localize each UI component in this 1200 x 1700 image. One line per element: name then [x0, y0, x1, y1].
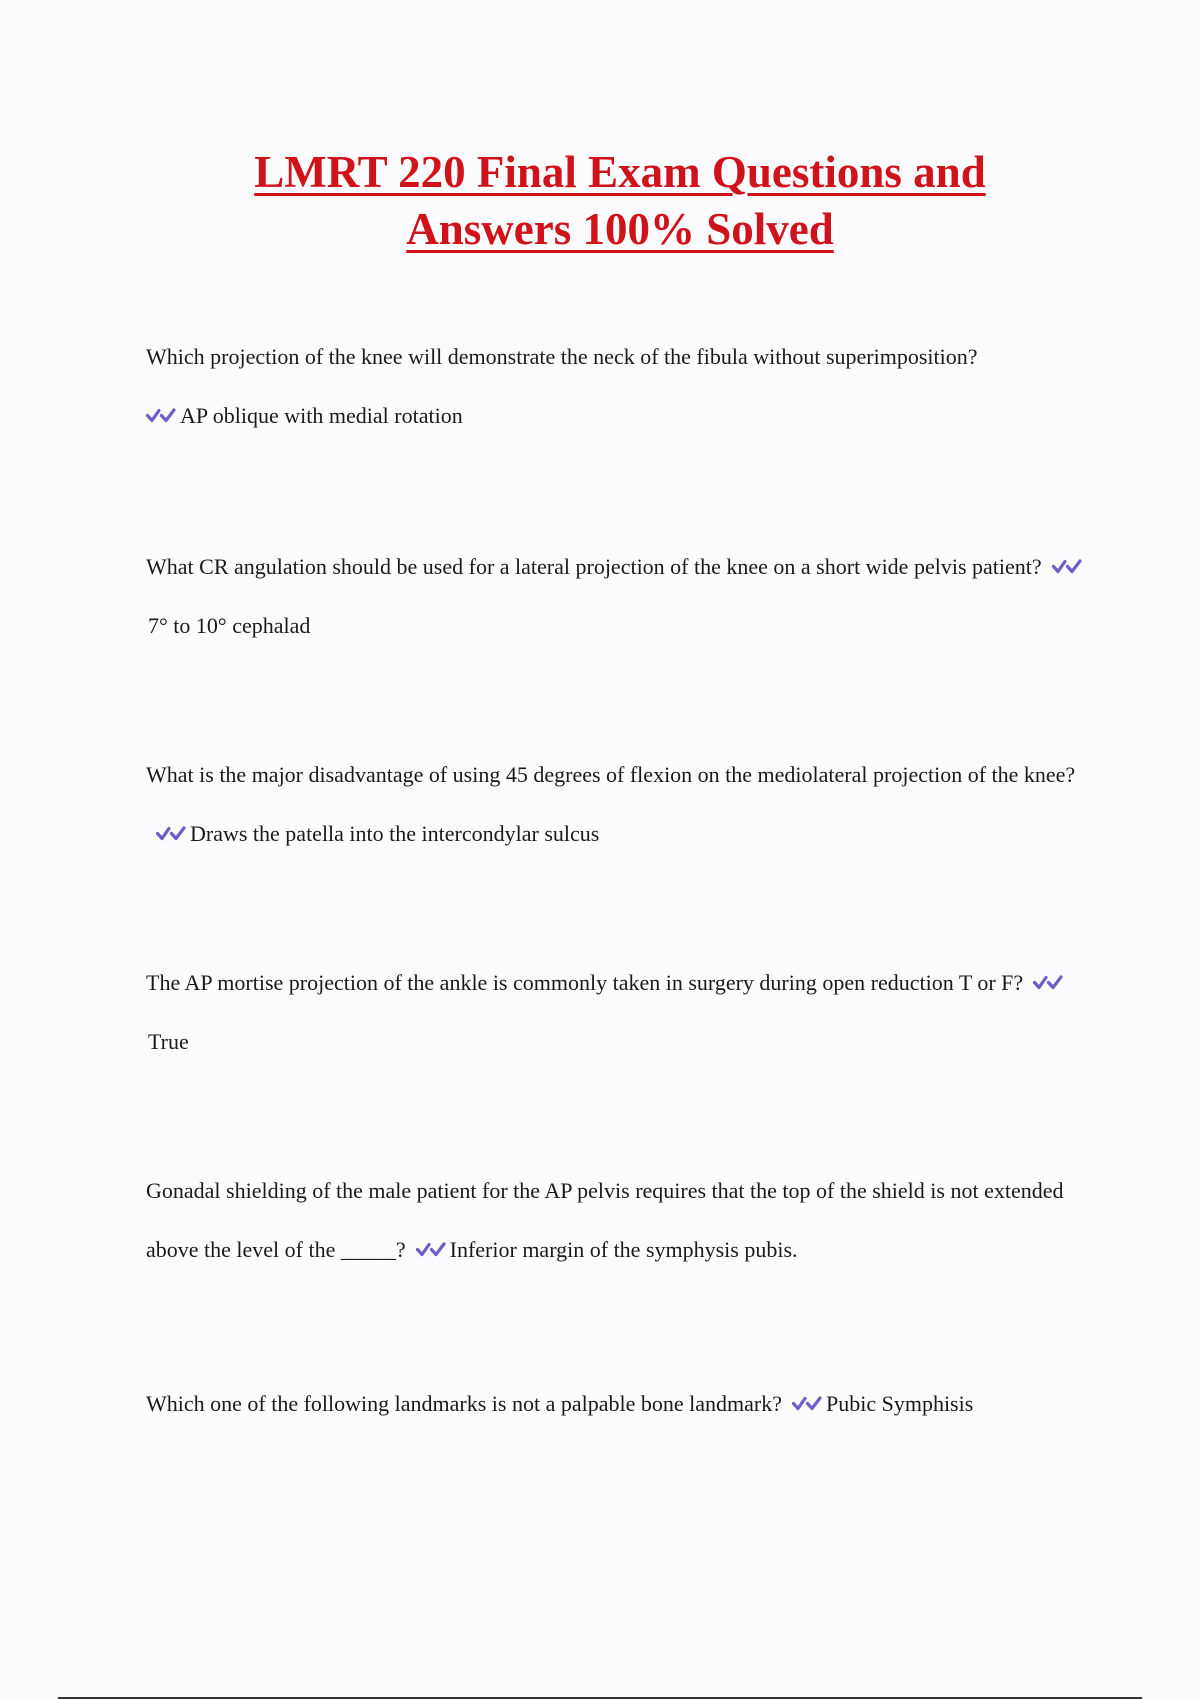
double-check-icon — [1052, 556, 1082, 576]
question-text: What CR angulation should be used for a lateral projection of the knee on a short wide pelvis patient? — [146, 554, 1042, 579]
question-text: Gonadal shielding of the male patient for the AP pelvis requires that the top of the shield is not extended above the level of the _____? — [146, 1178, 1064, 1262]
answer-text: 7° to 10° cephalad — [148, 612, 311, 638]
qa-item-5 — [146, 1162, 1091, 1279]
answer-text: Pubic Symphisis — [825, 1391, 974, 1416]
answer-text: AP oblique with medial rotation — [180, 402, 463, 428]
question-text: Which one of the following landmarks is not a palpable bone landmark? — [146, 1391, 782, 1416]
double-check-icon — [792, 1393, 822, 1413]
double-check-icon — [416, 1239, 446, 1259]
qa-item-4 — [146, 954, 1091, 1071]
qa-item-3 — [146, 746, 1091, 863]
double-check-icon — [146, 405, 176, 425]
answer-text: Inferior margin of the symphysis pubis. — [449, 1236, 798, 1262]
question-text: What is the major disadvantage of using 45 degrees of flexion on the mediolateral projection of the knee? — [146, 762, 1076, 787]
qa-item-6 — [146, 1375, 1091, 1434]
footer-divider — [58, 1697, 1142, 1699]
qa-item-1 — [146, 328, 1091, 445]
document-title — [100, 144, 1140, 258]
qa-item-2 — [146, 538, 1091, 655]
title-line-1: LMRT 220 Final Exam Questions and — [254, 147, 986, 197]
question-text: Which projection of the knee will demonstrate the neck of the fibula without superimposition? — [146, 344, 978, 369]
answer-text: True — [148, 1028, 189, 1054]
double-check-icon — [1033, 972, 1063, 992]
title-line-2: Answers 100% Solved — [406, 204, 834, 254]
answer-text: Draws the patella into the intercondylar sulcus — [190, 820, 600, 846]
question-text: The AP mortise projection of the ankle is commonly taken in surgery during open reduction T or F? — [146, 970, 1024, 995]
double-check-icon — [156, 823, 186, 843]
